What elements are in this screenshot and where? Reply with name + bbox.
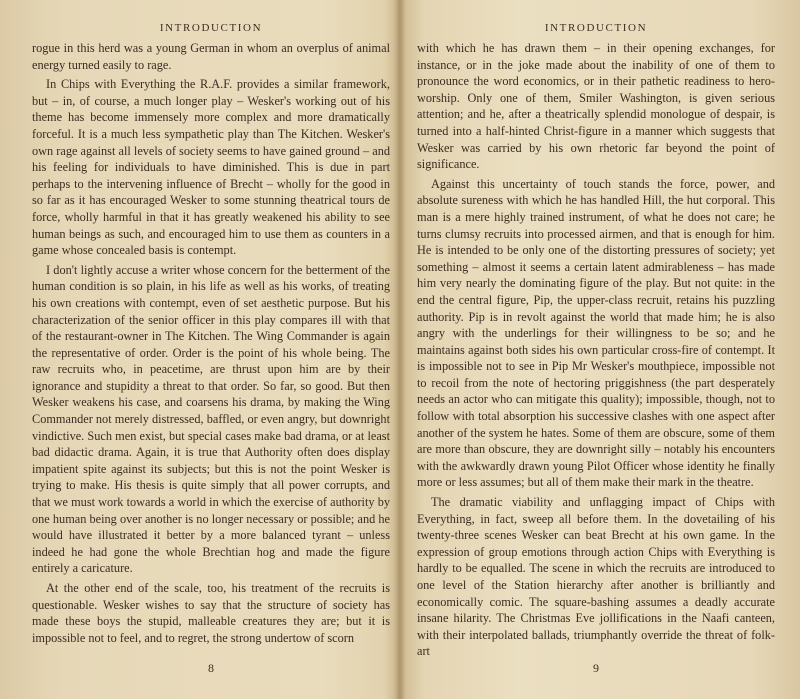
right-paragraph-3: The dramatic viability and unflagging impact of Chips with Everything, in fact, sweep all before them. In the dovetailing of his twenty-three scenes Wesker can beat Brecht at his own game. In the expression of group emotions through action Chips with Everything is hardly to be equalled. The scene in which the recruits are introduced to one level of the Station hierarchy after another is brilliantly and economically comic. The square-bashing assumes a deadly accurate insane hilarity. The Christmas Eve jollifications in the Naafi canteen, with their interpolated ballads, triumphantly override the threat of folk-art	[417, 495, 775, 659]
left-paragraph-2: In Chips with Everything the R.A.F. provides a similar framework, but – in, of course, a much longer play – Wesker's working out of his theme has become immensely more complex and more dramatically forceful. It is a much less sympathetic play than The Kitchen. Wesker's own rage against all levels of society seems to have gained ground – and his feeling for individuals to have diminished. This is due in part perhaps to the intervening influence of Brecht – wholly for the good in so far as it has encouraged Wesker to some stunning theatrical tours de force, wholly harmful in that it has greatly weakened his ability to see human beings as such, and encouraged him to use them as counters in a game whose concealed basis is contempt.	[32, 77, 390, 258]
book-gutter	[394, 0, 406, 699]
left-paragraph-3: I don't lightly accuse a writer whose concern for the betterment of the human condition is so plain, in his life as well as his works, of treating his own creations with contempt, even of set aesthetic purpose. But his characterization of the senior officer in this play compares ill with that of the restaurant-owner in The Kitchen. The Wing Commander is again the representative of order. Order is the point of his whole being. The raw recruits who, in peacetime, are thrust upon him are by their ignorance and stupidity a threat to that order. So far, so good. But then Wesker weakens his case, and coarsens his drama, by making the Wing Commander not merely distressed, baffled, or even angry, but downright vindictive. Such men exist, but special cases make bad drama, or at least bad didactic drama. Again, it is true that Authority often does display impatient spite against its subjects; but this is not the point Wesker is trying to make. His thesis is quite simply that all power corrupts, and that we must work towards a world in which the exercise of authority by one human being over another is no longer necessary or possible; and he would have illustrated it better by a more balanced tyrant – unless indeed he had gone the whole Brechtian hog and made the figure entirely a caricature.	[32, 262, 390, 576]
running-head-right: INTRODUCTION	[544, 22, 648, 34]
right-paragraph-2: Against this uncertainty of touch stands the force, power, and absolute sureness with which he has handled Hill, the hut corporal. This man is a mere highly trained instrument, of what he does not care; he turns clumsy recruits into processed airmen, and that is enough for him. He is intended to be only one of the distorting pressures of society; yet something – almost it seems a certain latent admirableness – has made him very nearly the dominating figure of the play. But not quite: in the end the central figure, Pip, the upper-class recruit, retains his puzzling authority. Pip is in revolt against the world that made him; he is also angry with the underlings for their willingness to be so; and he maintains against both sides his own particular cross-fire of contempt. It is impossible not to see in Pip Mr Wesker's mouthpiece, impossible not to recoil from the note of hectoring priggishness (the part desperately needs an actor who can mitigate this quality); impossible, though, not to follow with total absorption his successive clashes with one aspect after another of the system he hates. Some of them are obscure, some of them are more than obscure, they are downright silly – notably his encounters with the awkwardly drawn young Pilot Officer whose identity he finally more or less assumes; but all of them make their mark in the theatre.	[417, 176, 775, 490]
running-head-left: INTRODUCTION	[159, 22, 263, 34]
right-paragraph-1: with which he has drawn them – in their opening exchanges, for instance, or in the joke made about the inability of one of them to pronounce the word economics, or in their pathetic readiness to hero-worship. Only one of them, Smiler Washington, is given serious attention; and he, after a theatrically splendid monologue of despair, is turned into a half-hinted Christ-figure in a manner which suggests that Wesker was carried by his own rhetoric far beyond the point of significance.	[417, 41, 775, 172]
left-page	[32, 22, 390, 682]
page-number-right: 9	[593, 661, 599, 675]
right-page	[417, 22, 775, 682]
page-number-left: 8	[208, 661, 214, 675]
left-paragraph-4: At the other end of the scale, too, his treatment of the recruits is questionable. Wesker wishes to say that the structure of society has made these boys the stupid, malleable creatures they are; but it is impossible not to feel, and to regret, the strong undertow of scorn	[32, 581, 390, 645]
left-paragraph-1: rogue in this herd was a young German in whom an overplus of animal energy turned easily to rage.	[32, 41, 390, 72]
